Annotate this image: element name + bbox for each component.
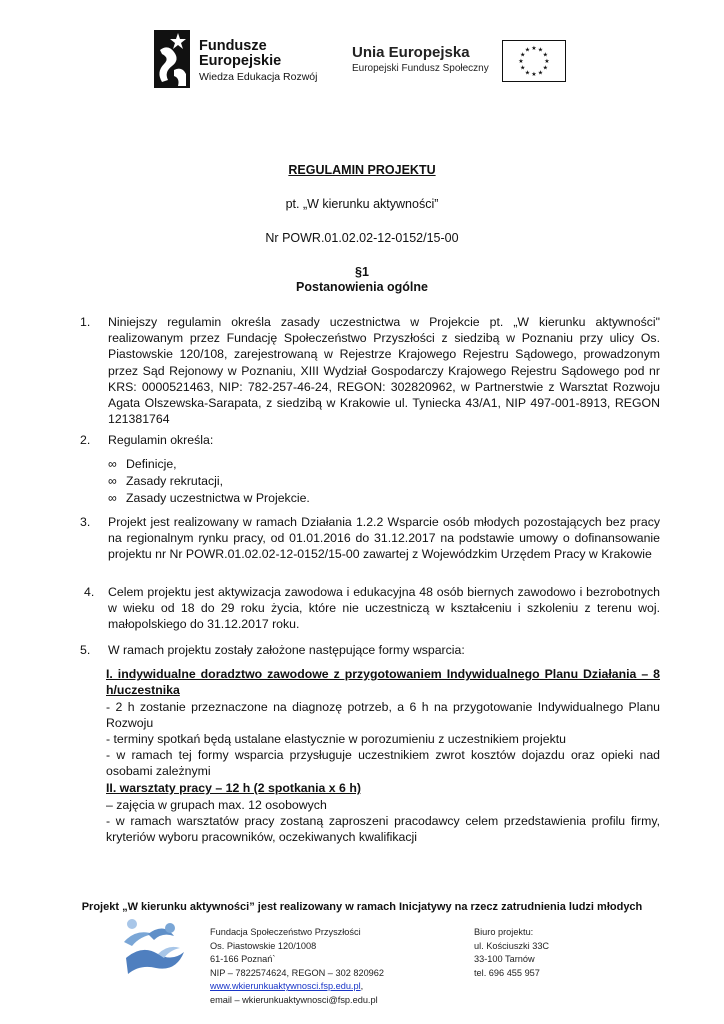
support-form-1-line: - w ramach tej formy wsparcia przysługuje uczestnikiem zwrot kosztów dojazdu oraz opieki nad osobami zależnymi bbox=[106, 748, 660, 779]
ue-subtitle: Europejski Fundusz Społeczny bbox=[352, 63, 489, 74]
website-suffix: , bbox=[360, 981, 364, 992]
support-form-2-line: - w ramach warsztatów pracy zostaną zaproszeni pracodawcy celem przedstawienia profilu firmy, kryteriów wyboru pracowników, oczekiwanych kwalifikacji bbox=[106, 814, 660, 845]
foundation-logo-icon bbox=[118, 914, 192, 984]
eu-star-icon: ★ bbox=[531, 45, 537, 52]
footer-foundation-info bbox=[210, 926, 384, 1008]
fundusze-europejskie-logo bbox=[154, 30, 320, 92]
eu-star-icon: ★ bbox=[518, 58, 524, 65]
item-number: 3. bbox=[80, 515, 91, 529]
support-form-1-title: I. indywidualne doradztwo zawodowe z przygotowaniem Indywidualnego Planu Działania – 8 h/uczestnika bbox=[106, 667, 660, 698]
footer-office-info bbox=[474, 926, 549, 980]
office-label: Biuro projektu: bbox=[474, 927, 534, 937]
support-form-2-title: II. warsztaty pracy – 12 h (2 spotkania x 6 h) bbox=[106, 781, 361, 795]
foundation-email: email – wkierunkuaktywnosci@fsp.edu.pl bbox=[210, 994, 378, 1005]
website-line bbox=[210, 980, 384, 994]
support-form-2-line: – zajęcia w grupach max. 12 osobowych bbox=[106, 798, 327, 812]
fe-logo-subtitle: Wiedza Edukacja Rozwój bbox=[199, 71, 318, 83]
support-form-1-line: - terminy spotkań będą ustalane elastycznie w porozumieniu z uczestnikiem projektu bbox=[106, 732, 566, 746]
eu-star-icon: ★ bbox=[520, 51, 526, 59]
ue-title: Unia Europejska bbox=[352, 44, 470, 61]
foundation-name: Fundacja Społeczeństwo Przyszłości bbox=[210, 927, 361, 937]
list-item-1 bbox=[80, 314, 660, 427]
item-number: 2. bbox=[80, 433, 91, 447]
bullet-text: Definicje, bbox=[126, 457, 177, 471]
fe-logo-title bbox=[199, 39, 281, 69]
item-text: Niniejszy regulamin określa zasady uczestnictwa w Projekcie pt. „W kierunku aktywności" realizowanym przez Fundację Społeczeństwo Przyszłości z siedzibą w Poznaniu przy ulicy Os. Piastowskie 120/108, zarejestrowaną w Rejestrze Krajowego Rejestru Sądowego, prowadzonym przez Sąd Rejonowy w Poznaniu, XIII Wydział Gospodarczy Krajowego Rejestru Sądowego pod nr KRS: 0000521463, NIP: 782-257-46-24, REGON: 302820962, w Partnerstwie z Warsztat Rozwoju Agata Olszewska-Sarapata, z siedzibą w Krakowie ul. Tyniecka 43/A1, NIP 497-001-8913, REGON 121381764 bbox=[108, 315, 660, 427]
eu-star-icon: ★ bbox=[524, 69, 531, 77]
infinity-bullet-icon: ∞ bbox=[108, 491, 117, 505]
office-phone: tel. 696 455 957 bbox=[474, 967, 540, 978]
eu-star-icon: ★ bbox=[520, 64, 526, 72]
foundation-postcode: 61-166 Poznań` bbox=[210, 954, 276, 965]
list-item-5 bbox=[80, 642, 660, 658]
footer-tagline: Projekt „W kierunku aktywności” jest realizowany w ramach Inicjatywy na rzecz zatrudnienia ludzi młodych bbox=[81, 901, 643, 913]
list-item-2 bbox=[80, 432, 660, 448]
bullet-text: Zasady rekrutacji, bbox=[126, 474, 224, 488]
fe-logo-line1: Fundusze bbox=[199, 38, 267, 54]
website-link[interactable]: www.wkierunkuaktywnosci.fsp.edu.pl bbox=[210, 981, 361, 992]
bullet-item bbox=[108, 490, 310, 506]
item-text: Celem projektu jest aktywizacja zawodowa i edukacyjna 48 osób biernych zawodowo i bezrobotnych w wieku od 18 do 29 roku życia, które nie uczestniczą w kształceniu i szkoleniu z terenu woj. małopolskiego do 31.12.2017 roku. bbox=[108, 585, 660, 632]
document-heading: REGULAMIN PROJEKTU bbox=[288, 163, 436, 177]
eu-star-icon: ★ bbox=[524, 46, 531, 54]
item-number: 1. bbox=[80, 315, 91, 329]
fundusze-europejskie-emblem-icon bbox=[154, 30, 190, 88]
item-text: W ramach projektu zostały założone następujące formy wsparcia: bbox=[108, 643, 465, 657]
office-street: ul. Kościuszki 33C bbox=[474, 940, 550, 951]
bullet-text: Zasady uczestnictwa w Projekcie. bbox=[126, 491, 310, 505]
item-text: Projekt jest realizowany w ramach Działania 1.2.2 Wsparcie osób młodych pozostających bez pracy na regionalnym rynku pracy, od 01.01.2016 do 31.12.2017 na podstawie umowy o dofinansowanie projektu nr Nr POWR.01.02.02-12-0152/15-00 zawartej z Wojewódzkim Urzędem Pracy w Krakowie bbox=[108, 515, 660, 562]
eu-star-icon: ★ bbox=[542, 51, 548, 59]
fe-logo-line2: Europejskie bbox=[199, 53, 282, 69]
project-number: Nr POWR.01.02.02-12-0152/15-00 bbox=[265, 231, 459, 245]
ue-text-block bbox=[352, 44, 489, 74]
infinity-bullet-icon: ∞ bbox=[108, 457, 117, 471]
support-form-1-line: - 2 h zostanie przeznaczone na diagnozę potrzeb, a 6 h na przygotowanie Indywidualnego Planu Rozwoju bbox=[106, 700, 660, 731]
bullet-item bbox=[108, 473, 223, 489]
foundation-nip-regon: NIP – 7822574624, REGON – 302 820962 bbox=[210, 967, 385, 978]
eu-star-icon: ★ bbox=[531, 71, 537, 78]
item-number: 5. bbox=[80, 643, 91, 657]
office-city: 33-100 Tarnów bbox=[474, 954, 535, 965]
eu-star-icon: ★ bbox=[544, 58, 550, 65]
project-name: pt. „W kierunku aktywności” bbox=[285, 197, 439, 211]
list-item-3 bbox=[80, 514, 660, 563]
item-number: 4. bbox=[84, 585, 95, 599]
item-text: Regulamin określa: bbox=[108, 433, 214, 447]
infinity-bullet-icon: ∞ bbox=[108, 474, 117, 488]
eu-star-icon: ★ bbox=[542, 64, 548, 72]
eu-star-icon: ★ bbox=[537, 46, 544, 54]
section-mark: §1 bbox=[355, 265, 369, 279]
section-title: Postanowienia ogólne bbox=[296, 280, 428, 294]
foundation-address: Os. Piastowskie 120/1008 bbox=[210, 940, 317, 951]
eu-star-icon: ★ bbox=[537, 69, 544, 77]
eu-flag-icon bbox=[502, 40, 566, 82]
bullet-item bbox=[108, 456, 177, 472]
list-item-4 bbox=[80, 584, 660, 633]
